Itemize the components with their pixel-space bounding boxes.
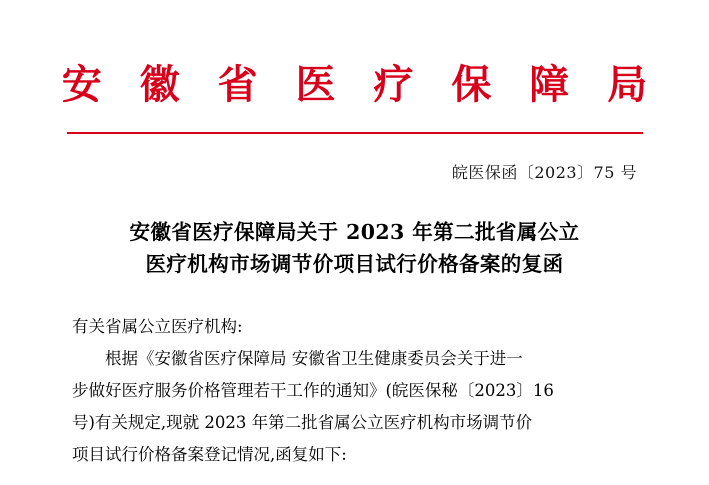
letterhead-divider: [67, 132, 643, 134]
body-line: 项目试行价格备案登记情况,函复如下:: [72, 445, 347, 465]
body-line: 步做好医疗服务价格管理若干工作的通知》(皖医保秘〔2023〕16: [72, 380, 554, 400]
body-line: 号)有关规定,现就 2023 年第二批省属公立医疗机构市场调节价: [72, 413, 533, 433]
agency-name: 安 徽 省 医 疗 保 障 局: [61, 61, 660, 108]
letterhead: [0, 0, 709, 134]
document-number: 皖医保函〔2023〕75 号: [451, 163, 637, 182]
document-title-line: 医疗机构市场调节价项目试行价格备案的复函: [145, 251, 564, 276]
document-title: [0, 217, 709, 281]
body-line: 根据《安徽省医疗保障局 安徽省卫生健康委员会关于进一: [105, 348, 523, 368]
document-title-line: 安徽省医疗保障局关于 2023 年第二批省属公立: [129, 220, 580, 244]
document-body: [0, 311, 709, 472]
salutation: 有关省属公立医疗机构:: [72, 316, 243, 336]
